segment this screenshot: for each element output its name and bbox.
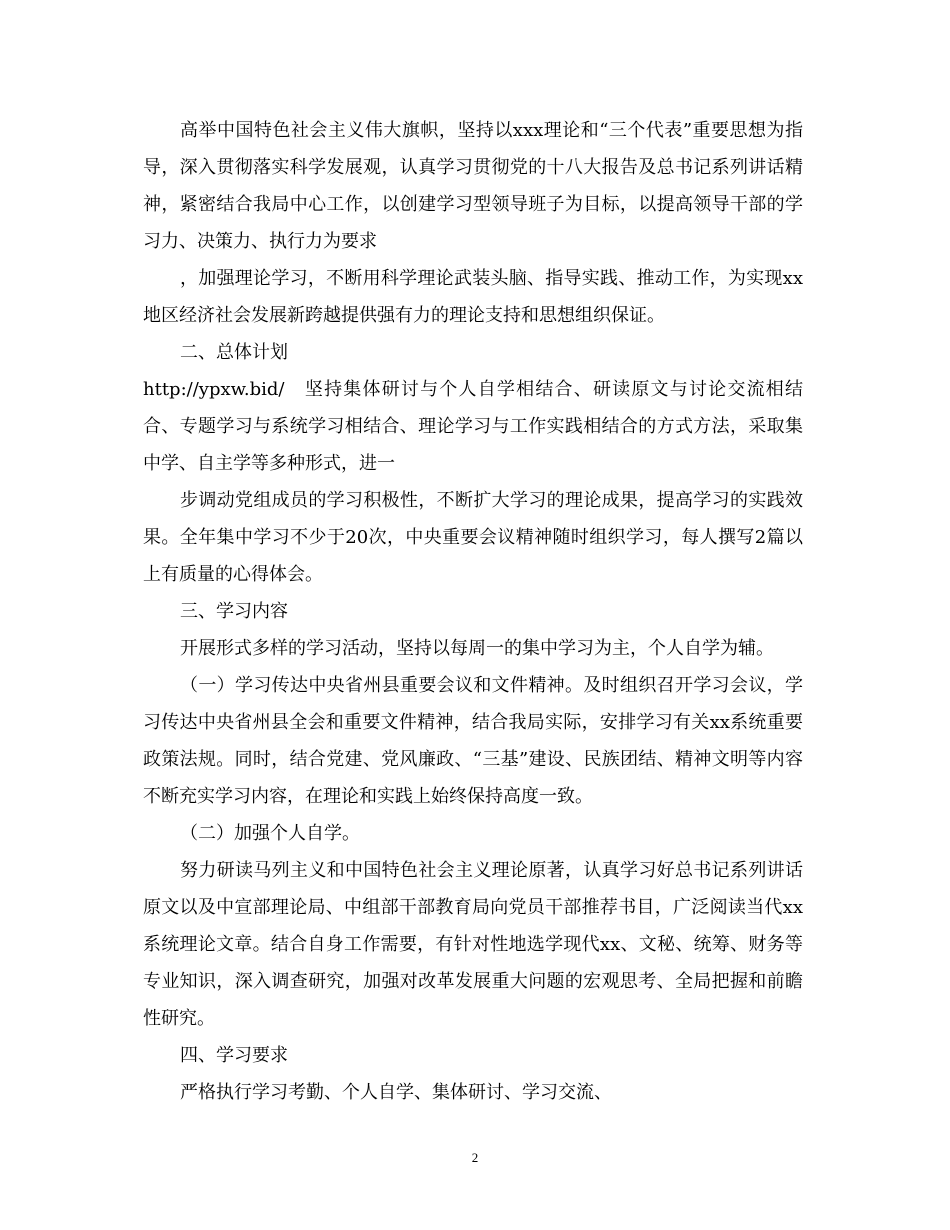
paragraph-study-activities: 开展形式多样的学习活动，坚持以每周一的集中学习为主，个人自学为辅。 (180, 638, 774, 659)
paragraph-study-requirements: 严格执行学习考勤、个人自学、集体研讨、学习交流、 (180, 1082, 612, 1103)
page-number: 2 (471, 1150, 479, 1165)
subheading-personal-study: （二）加强个人自学。 (180, 823, 360, 844)
section-heading-study-content: 三、学习内容 (180, 601, 288, 622)
paragraph-item-one: （一）学习传达中央省州县重要会议和文件精神。及时组织召开学习会议，学习传达中央省州县全会和重要文件精神，结合我局实际，安排学习有关xx系统重要政策法规。同时，结合党建、党风廉政、“三基”建设、民族团结、精神文明等内容不断充实学习内容，在理论和实践上始终保持高度一致。 (143, 675, 803, 807)
section-heading-study-requirements: 四、学习要求 (180, 1045, 288, 1066)
paragraph-guiding-ideology: 高举中国特色社会主义伟大旗帜，坚持以xxx理论和“三个代表”重要思想为指导，深入贯彻落实科学发展观，认真学习贯彻党的十八大报告及总书记系列讲话精神，紧密结合我局中心工作，以创建学习型领导班子为目标，以提高领导干部的学习力、决策力、执行力为要求 (143, 120, 803, 252)
section-heading-overall-plan: 二、总体计划 (180, 342, 288, 363)
paragraph-overall-plan: http://ypxw.bid/ 坚持集体研讨与个人自学相结合、研读原文与讨论交流相结合、专题学习与系统学习相结合、理论学习与工作实践相结合的方式方法，采取集中学、自主学等多种形式，进一 (143, 379, 803, 474)
paragraph-personal-study: 努力研读马列主义和中国特色社会主义理论原著，认真学习好总书记系列讲话原文以及中宣部理论局、中组部干部教育局向党员干部推荐书目，广泛阅读当代xx系统理论文章。结合自身工作需要，有针对性地选学现代xx、文秘、统筹、财务等专业知识，深入调查研究，加强对改革发展重大问题的宏观思考、全局把握和前瞻性研究。 (143, 860, 803, 1029)
paragraph-overall-plan-continued: 步调动党组成员的学习积极性，不断扩大学习的理论成果，提高学习的实践效果。全年集中学习不少于20次，中央重要会议精神随时组织学习，每人撰写2篇以上有质量的心得体会。 (143, 490, 803, 585)
paragraph-guiding-ideology-continued: ，加强理论学习，不断用科学理论武装头脑、指导实践、推动工作，为实现xx地区经济社会发展新跨越提供强有力的理论支持和思想组织保证。 (143, 268, 803, 326)
